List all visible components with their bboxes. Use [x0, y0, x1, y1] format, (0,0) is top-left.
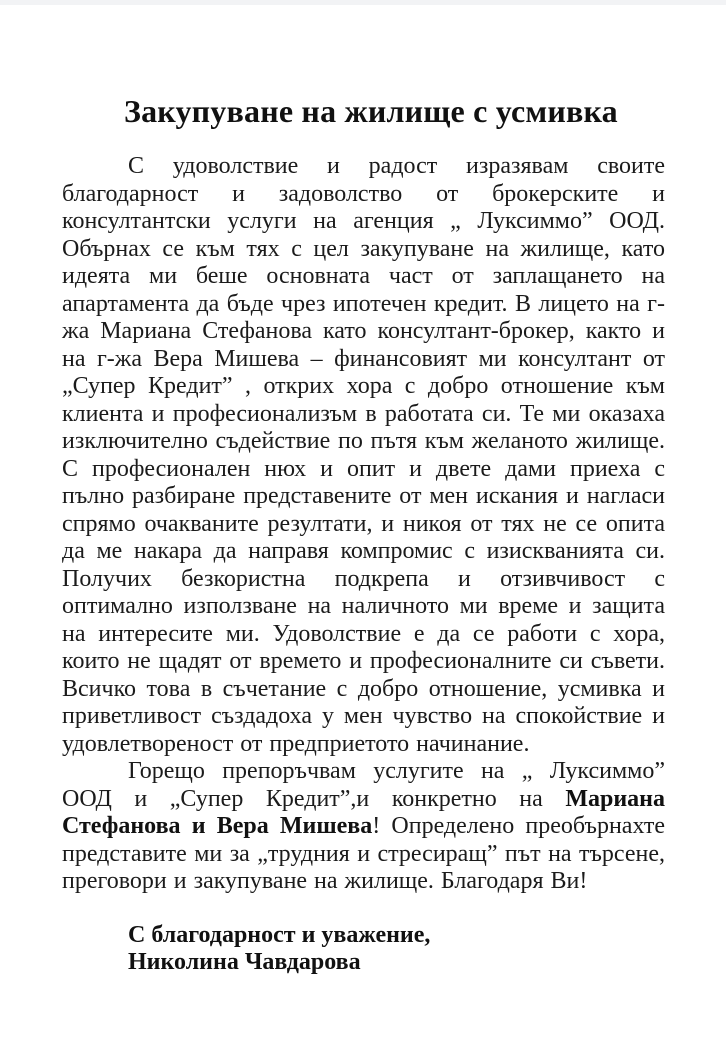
paragraph-recommendation-end: ! Определено преобърнахте представите ми за „трудния и стресиращ” път на търсене, преговори и закупуване на жилище. Благодаря Ви! — [62, 813, 665, 894]
closing-salutation: С благодарност и уважение, — [128, 921, 431, 948]
document-title: Закупуване на жилище с усмивка — [124, 93, 618, 129]
highlighted-consultant-names: Мариана Стефанова и Вера Мишева — [62, 785, 665, 839]
signature-name: Николина Чавдарова — [128, 949, 361, 975]
paragraph-recommendation — [62, 758, 665, 896]
window-edge-strip — [0, 0, 726, 5]
document-page — [0, 92, 726, 977]
closing-block — [62, 922, 665, 977]
paragraph-recommendation-start: Горещо препоръчвам услугите на „ Луксиммо” ООД и „Супер Кредит”,и конкретно на — [62, 758, 665, 812]
paragraph-testimonial-main: С удоволствие и радост изразявам своите благодарност и задоволство от брокерските и консултантски услуги на агенция „ Луксиммо” ООД. Обърнах се към тях с цел закупуване на жилище, като идеята ми беше основната част от заплащането на апартамента да бъде чрез ипотечен кредит. В лицето на г-жа Мариана Стефанова като консултант-брокер, както и на г-жа Вера Мишева – финансовият ми консултант от „Супер Кредит” , открих хора с добро отношение към клиента и професионализъм в работата си. Те ми оказаха изключително съдействие по пътя към желаното жилище. С професионален нюх и опит и двете дами приеха с пълно разбиране представените от мен искания и нагласи спрямо очакваните резултати, и никоя от тях не се опита да ме накара да направя компромис с изискванията си. Получих безкористна подкрепа и отзивчивост с оптимално използване на наличното ми време и защита на интересите ми. Удоволствие е да се работи с хора, които не щадят от времето и професионалните си съвети. Всичко това в съчетание с добро отношение, усмивка и приветливост създадоха у мен чувство на спокойствие и удовлетвореност от предприетото начинание. — [62, 153, 665, 757]
